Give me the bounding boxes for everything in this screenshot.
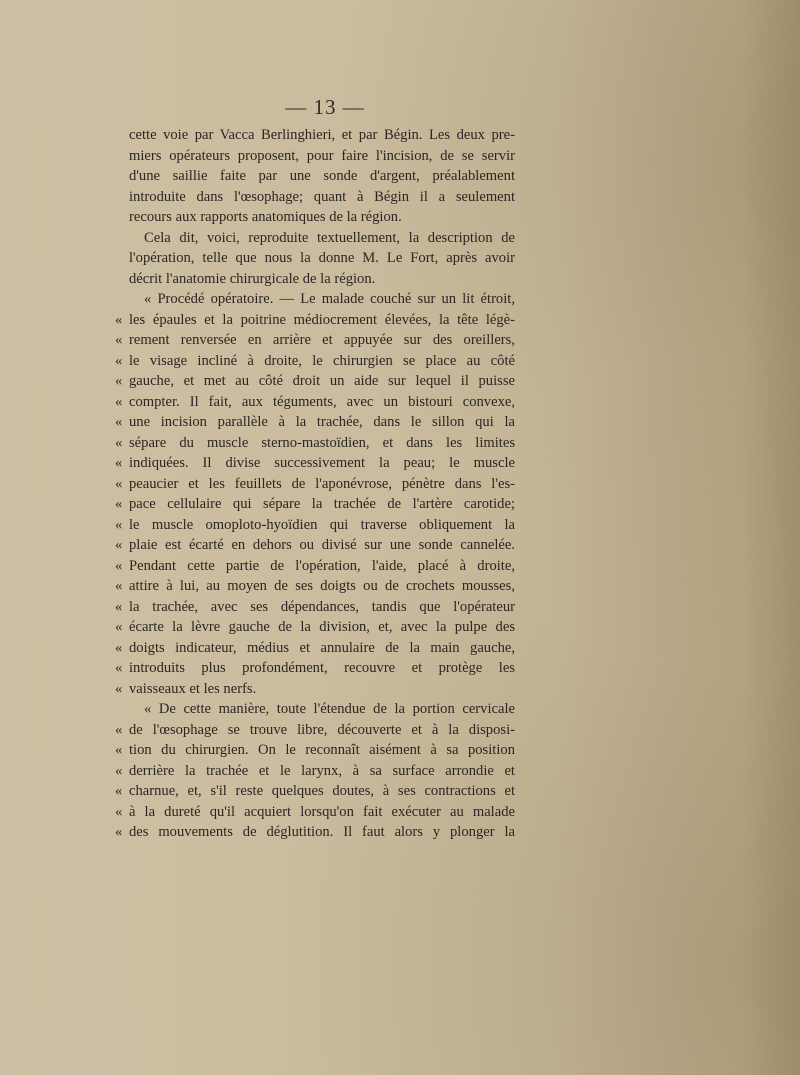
text-line xyxy=(115,433,515,454)
line-text: de l'œsophage se trouve libre, découverte et à la disposi- xyxy=(129,721,515,738)
line-text: décrit l'anatomie chirurgicale de la région. xyxy=(129,270,376,287)
text-line xyxy=(115,494,515,515)
text-line xyxy=(115,248,515,269)
quote-mark: « xyxy=(115,803,123,820)
text-line xyxy=(115,392,515,413)
text-line xyxy=(115,166,515,187)
line-text: attire à lui, au moyen de ses doigts ou de crochets mousses, xyxy=(129,578,515,594)
quote-mark: « xyxy=(115,475,123,492)
quote-mark: « xyxy=(115,680,123,697)
line-text: cette voie par Vacca Berlinghieri, et par Bégin. Les deux pre- xyxy=(129,127,515,143)
line-text: gauche, et met au côté droit un aide sur lequel il puisse xyxy=(129,373,515,389)
quote-mark xyxy=(115,228,129,249)
quote-mark xyxy=(115,187,129,208)
line-text: vaisseaux et les nerfs. xyxy=(129,680,257,697)
line-text: Cela dit, voici, reproduite textuellement, la description de xyxy=(144,229,515,246)
text-line xyxy=(115,597,515,618)
text-line xyxy=(115,679,515,700)
line-text: derrière la trachée et le larynx, à sa surface arrondie et xyxy=(129,762,515,779)
line-text: Pendant cette partie de l'opération, l'aide, placé à droite, xyxy=(129,557,515,574)
line-text: écarte la lèvre gauche de la division, et, avec la pulpe des xyxy=(129,619,515,635)
line-text: plaie est écarté en dehors ou divisé sur une sonde cannelée. xyxy=(129,537,515,553)
quote-mark: « xyxy=(115,557,123,574)
line-text: doigts indicateur, médius et annulaire de la main gauche, xyxy=(129,639,515,656)
quote-mark xyxy=(115,207,129,228)
quote-mark: « xyxy=(115,537,123,553)
text-line xyxy=(115,289,515,310)
text-line xyxy=(115,761,515,782)
quote-mark: « xyxy=(115,496,123,512)
body-text xyxy=(115,125,515,843)
text-line xyxy=(115,412,515,433)
text-line xyxy=(115,453,515,474)
quote-mark xyxy=(115,125,129,146)
text-line xyxy=(115,740,515,761)
line-text: le visage incliné à droite, le chirurgien se place au côté xyxy=(129,352,515,369)
quote-mark: « xyxy=(115,598,123,615)
text-line xyxy=(115,351,515,372)
text-line xyxy=(115,576,515,597)
text-line xyxy=(115,802,515,823)
text-line xyxy=(115,617,515,638)
text-line xyxy=(115,515,515,536)
text-line xyxy=(115,207,515,228)
line-text: les épaules et la poitrine médiocrement élevées, la tête légè- xyxy=(129,311,515,328)
line-text: introduite dans l'œsophage; quant à Bégin il a seulement xyxy=(129,188,515,205)
quote-mark: « xyxy=(115,783,123,799)
quote-mark: « xyxy=(115,742,123,758)
text-line xyxy=(115,125,515,146)
line-text: une incision parallèle à la trachée, dans le sillon qui la xyxy=(129,414,515,430)
line-text: des mouvements de déglutition. Il faut alors y plonger la xyxy=(129,824,515,840)
quote-mark: « xyxy=(115,455,123,471)
quote-mark: « xyxy=(115,332,123,348)
line-text: « Procédé opératoire. — Le malade couché sur un lit étroit, xyxy=(144,291,515,307)
line-text: indiquées. Il divise successivement la peau; le muscle xyxy=(129,455,515,471)
line-text: rement renversée en arrière et appuyée sur des oreillers, xyxy=(129,332,515,348)
quote-mark: « xyxy=(115,516,123,533)
text-line xyxy=(115,310,515,331)
text-line xyxy=(115,556,515,577)
text-line xyxy=(115,822,515,843)
quote-mark: « xyxy=(115,414,123,430)
text-line xyxy=(115,330,515,351)
text-line xyxy=(115,535,515,556)
quote-mark: « xyxy=(115,434,123,451)
line-text: introduits plus profondément, recouvre et protège les xyxy=(129,660,515,676)
line-text: pace cellulaire qui sépare la trachée de l'artère carotide; xyxy=(129,496,515,512)
line-text: recours aux rapports anatomiques de la région. xyxy=(129,209,402,225)
quote-mark: « xyxy=(115,393,123,410)
quote-mark xyxy=(115,248,129,269)
quote-mark: « xyxy=(115,311,123,328)
text-line xyxy=(115,658,515,679)
text-line xyxy=(115,781,515,802)
text-line xyxy=(115,228,515,249)
line-text: l'opération, telle que nous la donne M. Le Fort, après avoir xyxy=(129,250,515,266)
quote-mark: « xyxy=(115,578,123,594)
line-text: sépare du muscle sterno-mastoïdien, et dans les limites xyxy=(129,434,515,451)
quote-mark xyxy=(115,166,129,187)
quote-mark xyxy=(115,289,129,310)
text-line xyxy=(115,638,515,659)
line-text: miers opérateurs proposent, pour faire l'incision, de se servir xyxy=(129,147,515,164)
quote-mark xyxy=(115,146,129,167)
line-text: charnue, et, s'il reste quelques doutes, à ses contractions et xyxy=(129,783,515,799)
quote-mark: « xyxy=(115,762,123,779)
line-text: compter. Il fait, aux téguments, avec un bistouri convexe, xyxy=(129,393,515,410)
quote-mark: « xyxy=(115,639,123,656)
page-number: — 13 — xyxy=(285,95,365,119)
quote-mark: « xyxy=(115,373,123,389)
quote-mark: « xyxy=(115,721,123,738)
line-text: la trachée, avec ses dépendances, tandis que l'opérateur xyxy=(129,598,515,615)
line-text: tion du chirurgien. On le reconnaît aisément à sa position xyxy=(129,742,515,758)
quote-mark xyxy=(115,699,129,720)
text-line xyxy=(115,269,515,290)
text-line xyxy=(115,187,515,208)
page-edge-shadow xyxy=(740,0,800,1075)
text-line xyxy=(115,146,515,167)
quote-mark: « xyxy=(115,619,123,635)
line-text: peaucier et les feuillets de l'aponévrose, pénètre dans l'es- xyxy=(129,475,515,492)
text-line xyxy=(115,720,515,741)
line-text: le muscle omoploto-hyoïdien qui traverse obliquement la xyxy=(129,516,515,533)
text-line xyxy=(115,699,515,720)
quote-mark: « xyxy=(115,660,123,676)
text-line xyxy=(115,371,515,392)
line-text: à la dureté qu'il acquiert lorsqu'on fait exécuter au malade xyxy=(129,803,515,820)
quote-mark: « xyxy=(115,824,123,840)
text-line xyxy=(115,474,515,495)
line-text: d'une saillie faite par une sonde d'argent, préalablement xyxy=(129,168,515,184)
quote-mark xyxy=(115,269,129,290)
quote-mark: « xyxy=(115,352,123,369)
line-text: « De cette manière, toute l'étendue de la portion cervicale xyxy=(144,701,515,717)
